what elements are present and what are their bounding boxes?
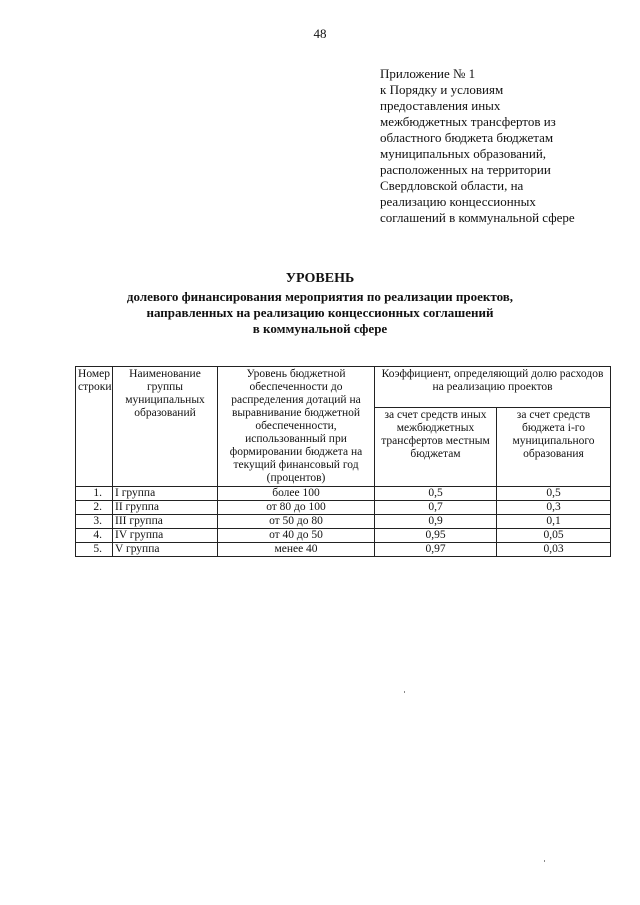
header-coef-transfers: за счет средств иных межбюджетных трансфертов местным бюджетам [375, 408, 497, 487]
table-row [76, 515, 611, 529]
scan-speck [404, 691, 405, 693]
appendix-line: предоставления иных [380, 98, 501, 113]
appendix-line: Приложение № 1 [380, 66, 476, 81]
coef-transfers: 0,9 [375, 515, 497, 529]
header-row-number: Номер строки [76, 367, 113, 487]
financing-levels-table [75, 366, 611, 557]
group-name: I группа [113, 487, 218, 501]
coef-municipal: 0,1 [497, 515, 611, 529]
coef-municipal: 0,5 [497, 487, 611, 501]
heading-line: долевого финансирования мероприятия по реализации проектов, [126, 289, 514, 304]
appendix-line: к Порядку и условиям [380, 82, 504, 97]
appendix-note [380, 66, 630, 226]
group-name: II группа [113, 501, 218, 515]
group-name: III группа [113, 515, 218, 529]
appendix-line: межбюджетных трансфертов из [380, 114, 556, 129]
heading-line: направленных на реализацию концессионных соглашений [146, 305, 494, 320]
scan-speck [544, 860, 545, 862]
table-row [76, 487, 611, 501]
budget-level: от 80 до 100 [218, 501, 375, 515]
appendix-line: соглашений в коммунальной сфере [380, 210, 575, 225]
coef-transfers: 0,97 [375, 543, 497, 557]
header-coefficient: Коэффициент, определяющий долю расходов на реализацию проектов [375, 367, 611, 408]
appendix-line: Свердловской области, на [380, 178, 524, 193]
coef-transfers: 0,5 [375, 487, 497, 501]
appendix-line: муниципальных образований, [380, 146, 547, 161]
row-number: 4. [76, 529, 113, 543]
table-row [76, 529, 611, 543]
appendix-line: расположенных на территории [380, 162, 551, 177]
coef-municipal: 0,3 [497, 501, 611, 515]
budget-level: менее 40 [218, 543, 375, 557]
budget-level: от 50 до 80 [218, 515, 375, 529]
group-name: IV группа [113, 529, 218, 543]
budget-level: от 40 до 50 [218, 529, 375, 543]
coef-municipal: 0,03 [497, 543, 611, 557]
header-coef-municipal: за счет средств бюджета i-го муниципального образования [497, 408, 611, 487]
header-group-name: Наименование группы муниципальных образований [113, 367, 218, 487]
row-number: 5. [76, 543, 113, 557]
appendix-line: реализацию концессионных [380, 194, 536, 209]
budget-level: более 100 [218, 487, 375, 501]
coef-transfers: 0,95 [375, 529, 497, 543]
appendix-line: областного бюджета бюджетам [380, 130, 554, 145]
row-number: 2. [76, 501, 113, 515]
table-row [76, 543, 611, 557]
page-number: 48 [313, 26, 327, 41]
header-budget-level: Уровень бюджетной обеспеченности до распределения дотаций на выравнивание бюджетной обеспеченности, использованный при формировании бюджета на текущий финансовый год (процентов) [218, 367, 375, 487]
document-heading [0, 271, 640, 337]
coef-transfers: 0,7 [375, 501, 497, 515]
coef-municipal: 0,05 [497, 529, 611, 543]
heading-title: УРОВЕНЬ [285, 271, 355, 286]
heading-line: в коммунальной сфере [252, 321, 388, 336]
table-row [76, 501, 611, 515]
row-number: 3. [76, 515, 113, 529]
group-name: V группа [113, 543, 218, 557]
row-number: 1. [76, 487, 113, 501]
